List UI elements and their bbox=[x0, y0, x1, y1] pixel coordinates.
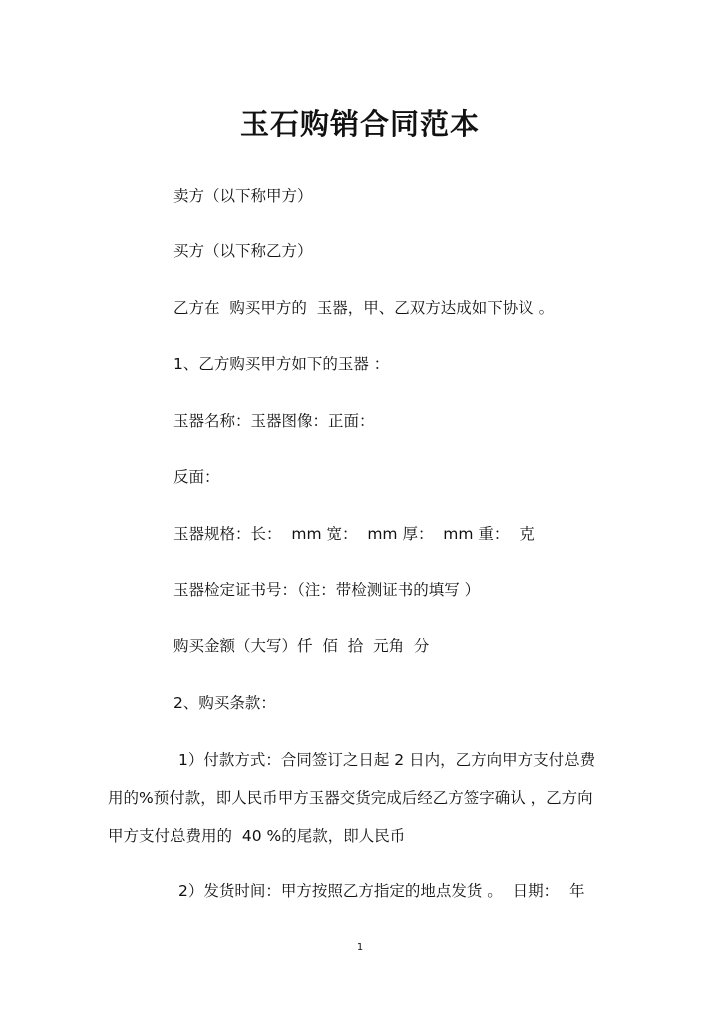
amount-line: 购买金额（大写）仟 佰 拾 元角 分 bbox=[173, 637, 430, 655]
payment-clause-line-3: 甲方支付总费用的 40 %的尾款，即人民币 bbox=[108, 827, 406, 845]
delivery-clause: 2）发货时间：甲方按照乙方指定的地点发货 。 日期： 年 bbox=[178, 882, 585, 900]
agreement-intro: 乙方在 购买甲方的 玉器，甲、乙双方达成如下协议 。 bbox=[173, 299, 555, 317]
jade-name-line: 玉器名称：玉器图像：正面： bbox=[173, 412, 375, 430]
seller-line: 卖方（以下称甲方） bbox=[173, 187, 313, 205]
section-2-heading: 2、购买条款： bbox=[173, 694, 276, 712]
jade-spec-line: 玉器规格：长： mm 宽： mm 厚： mm 重： 克 bbox=[173, 525, 535, 543]
page-number: 1 bbox=[356, 942, 364, 953]
section-1-heading: 1、乙方购买甲方如下的玉器 ： bbox=[173, 355, 390, 373]
payment-clause-line-1: 1）付款方式：合同签订之日起 2 日内，乙方向甲方支付总费 bbox=[178, 751, 596, 769]
payment-clause-line-2: 用的%预付款，即人民币甲方玉器交货完成后经乙方签字确认 ，乙方向 bbox=[108, 789, 593, 807]
buyer-line: 买方（以下称乙方） bbox=[173, 242, 313, 260]
certificate-line: 玉器检定证书号：（注：带检测证书的填写 ） bbox=[173, 581, 481, 599]
document-title: 玉石购销合同范本 bbox=[239, 107, 480, 141]
reverse-side-line: 反面： bbox=[173, 468, 220, 486]
